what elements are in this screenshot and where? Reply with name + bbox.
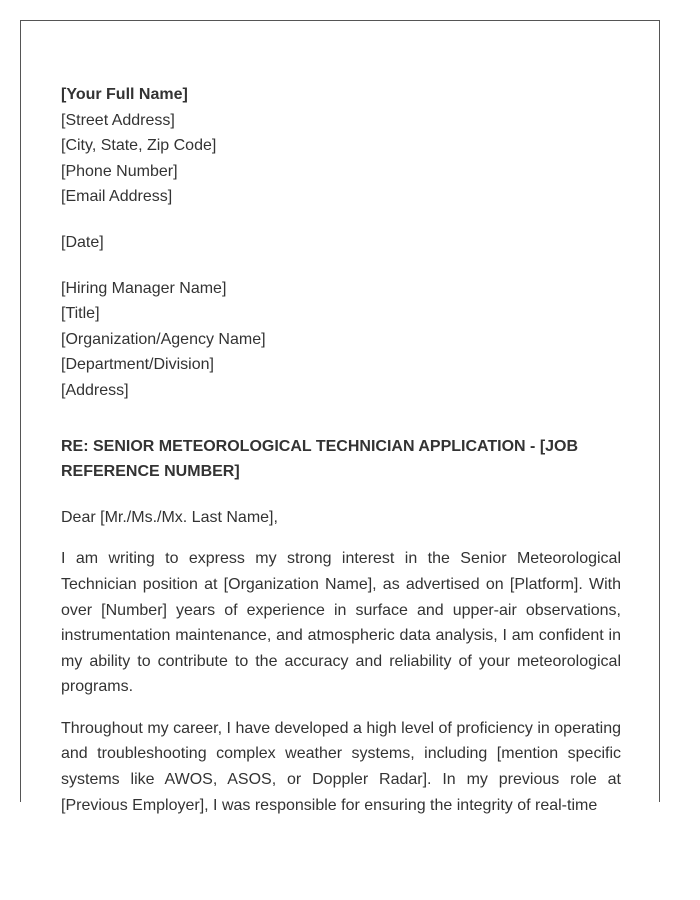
sender-street: [Street Address] bbox=[61, 111, 175, 129]
recipient-name: [Hiring Manager Name] bbox=[61, 279, 227, 297]
subject-line: RE: SENIOR METEOROLOGICAL TECHNICIAN APPLICATION - [JOB REFERENCE NUMBER] bbox=[61, 437, 579, 481]
recipient-title: [Title] bbox=[61, 305, 100, 323]
recipient-block bbox=[61, 276, 621, 404]
sender-email: [Email Address] bbox=[61, 188, 173, 206]
recipient-organization: [Organization/Agency Name] bbox=[61, 330, 266, 348]
letter-page bbox=[20, 20, 660, 814]
recipient-address: [Address] bbox=[61, 381, 129, 399]
salutation: Dear [Mr./Ms./Mx. Last Name], bbox=[61, 508, 278, 526]
body-paragraph-2: Throughout my career, I have developed a high level of proficiency in operating and troubleshooting complex weather systems, including [mention specific systems like AWOS, ASOS, or Doppler Radar]. In my previous role at [Previous Employer], I was responsible for ensuring the integrity of real-time bbox=[61, 719, 621, 814]
letter-date: [Date] bbox=[61, 233, 104, 251]
recipient-department: [Department/Division] bbox=[61, 356, 214, 374]
letter-content bbox=[61, 82, 621, 834]
date-block bbox=[61, 230, 621, 256]
body-paragraph-1: I am writing to express my strong interest in the Senior Meteorological Technician position at [Organization Name], as advertised on [Platform]. With over [Number] years of experience in surface and upper-air observations, instrumentation maintenance, and atmospheric data analysis, I am confident in my ability to contribute to the accuracy and reliability of your meteorological programs. bbox=[61, 550, 621, 696]
sender-city: [City, State, Zip Code] bbox=[61, 137, 217, 155]
sender-phone: [Phone Number] bbox=[61, 162, 178, 180]
sender-block bbox=[61, 82, 621, 210]
sender-name: [Your Full Name] bbox=[61, 86, 188, 103]
